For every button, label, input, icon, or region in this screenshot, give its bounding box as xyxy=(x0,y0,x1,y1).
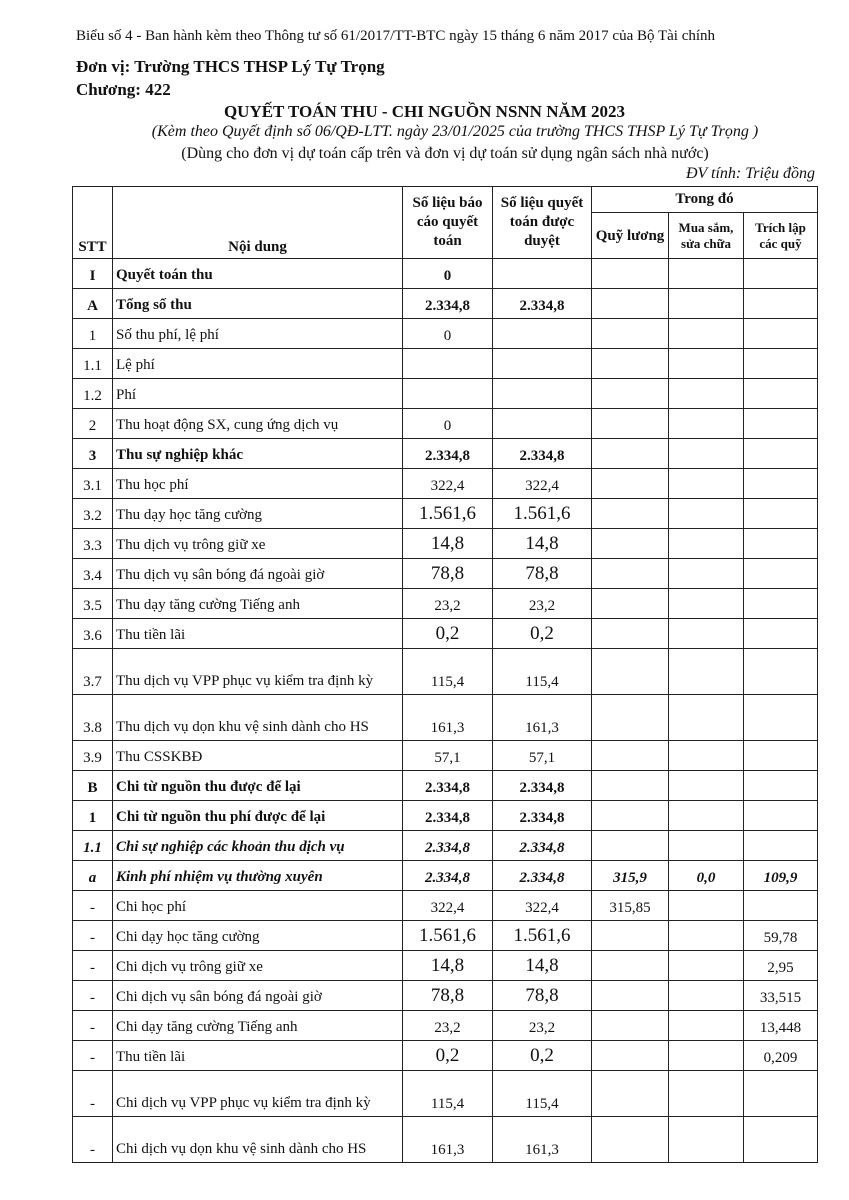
row-content: Kinh phí nhiệm vụ thường xuyên xyxy=(113,861,403,891)
row-funds xyxy=(744,439,818,469)
row-stt: B xyxy=(73,771,113,801)
table-row xyxy=(73,619,818,649)
table-row xyxy=(73,589,818,619)
row-approved xyxy=(493,409,592,439)
row-procurement xyxy=(669,1071,744,1117)
row-approved: 2.334,8 xyxy=(493,861,592,891)
row-content: Thu học phí xyxy=(113,469,403,499)
row-procurement xyxy=(669,559,744,589)
row-stt: - xyxy=(73,1011,113,1041)
table-row xyxy=(73,649,818,695)
row-reported: 2.334,8 xyxy=(403,831,493,861)
row-salary-fund xyxy=(592,619,669,649)
row-funds xyxy=(744,619,818,649)
unit-of-measure: ĐV tính: Triệu đồng xyxy=(685,165,815,182)
header-of-which: Trong đó xyxy=(592,187,818,213)
row-funds xyxy=(744,349,818,379)
table-row xyxy=(73,741,818,771)
row-content: Phí xyxy=(113,379,403,409)
row-stt: 3.4 xyxy=(73,559,113,589)
header-content: Nội dung xyxy=(113,187,403,259)
row-salary-fund xyxy=(592,439,669,469)
row-salary-fund xyxy=(592,469,669,499)
table-row xyxy=(73,981,818,1011)
row-content: Chi dịch vụ sân bóng đá ngoài giờ xyxy=(113,981,403,1011)
row-approved: 161,3 xyxy=(493,695,592,741)
row-reported: 2.334,8 xyxy=(403,801,493,831)
row-approved: 23,2 xyxy=(493,589,592,619)
row-salary-fund xyxy=(592,1071,669,1117)
row-procurement xyxy=(669,259,744,289)
table-row xyxy=(73,695,818,741)
row-content: Thu dạy học tăng cường xyxy=(113,499,403,529)
row-reported: 2.334,8 xyxy=(403,289,493,319)
row-procurement xyxy=(669,319,744,349)
row-procurement xyxy=(669,951,744,981)
row-procurement xyxy=(669,695,744,741)
header-reported: Số liệu báo cáo quyết toán xyxy=(403,187,493,259)
row-procurement: 0,0 xyxy=(669,861,744,891)
row-content: Chi dịch vụ dọn khu vệ sinh dành cho HS xyxy=(113,1117,403,1163)
row-approved: 2.334,8 xyxy=(493,289,592,319)
row-stt: 1.1 xyxy=(73,349,113,379)
row-approved xyxy=(493,349,592,379)
table-row xyxy=(73,469,818,499)
row-stt: - xyxy=(73,1041,113,1071)
row-funds xyxy=(744,409,818,439)
row-reported: 115,4 xyxy=(403,1071,493,1117)
row-reported: 14,8 xyxy=(403,951,493,981)
row-approved: 2.334,8 xyxy=(493,771,592,801)
row-reported: 322,4 xyxy=(403,469,493,499)
row-stt: - xyxy=(73,891,113,921)
table-body xyxy=(73,259,818,1163)
row-content: Thu hoạt động SX, cung ứng dịch vụ xyxy=(113,409,403,439)
row-content: Thu dịch vụ dọn khu vệ sinh dành cho HS xyxy=(113,695,403,741)
row-procurement xyxy=(669,801,744,831)
row-approved: 23,2 xyxy=(493,1011,592,1041)
row-salary-fund: 315,9 xyxy=(592,861,669,891)
row-stt: - xyxy=(73,951,113,981)
row-approved: 0,2 xyxy=(493,1041,592,1071)
row-funds xyxy=(744,379,818,409)
row-salary-fund xyxy=(592,289,669,319)
table-row xyxy=(73,319,818,349)
row-content: Chi dạy tăng cường Tiếng anh xyxy=(113,1011,403,1041)
table-row xyxy=(73,289,818,319)
row-procurement xyxy=(669,741,744,771)
row-salary-fund xyxy=(592,379,669,409)
row-stt: - xyxy=(73,1117,113,1163)
row-content: Thu sự nghiệp khác xyxy=(113,439,403,469)
table-row xyxy=(73,861,818,891)
row-stt: 3.1 xyxy=(73,469,113,499)
row-content: Chi dịch vụ trông giữ xe xyxy=(113,951,403,981)
table-row xyxy=(73,891,818,921)
row-procurement xyxy=(669,379,744,409)
row-stt: 3.5 xyxy=(73,589,113,619)
header-salary-fund: Quỹ lương xyxy=(592,213,669,259)
row-content: Quyết toán thu xyxy=(113,259,403,289)
row-funds: 59,78 xyxy=(744,921,818,951)
row-reported: 1.561,6 xyxy=(403,499,493,529)
row-funds xyxy=(744,559,818,589)
row-reported xyxy=(403,349,493,379)
row-approved: 2.334,8 xyxy=(493,439,592,469)
row-procurement xyxy=(669,349,744,379)
usage-note: (Dùng cho đơn vị dự toán cấp trên và đơn vị dự toán sử dụng ngân sách nhà nước) xyxy=(181,145,709,162)
row-reported: 23,2 xyxy=(403,1011,493,1041)
row-approved: 322,4 xyxy=(493,469,592,499)
row-stt: 3.9 xyxy=(73,741,113,771)
header-stt: STT xyxy=(73,187,113,259)
document-title: QUYẾT TOÁN THU - CHI NGUỒN NSNN NĂM 2023 xyxy=(223,102,626,121)
row-salary-fund xyxy=(592,1011,669,1041)
row-procurement xyxy=(669,499,744,529)
row-procurement xyxy=(669,1117,744,1163)
row-salary-fund xyxy=(592,921,669,951)
row-salary-fund xyxy=(592,349,669,379)
table-row xyxy=(73,1117,818,1163)
row-salary-fund xyxy=(592,771,669,801)
row-procurement xyxy=(669,439,744,469)
row-salary-fund xyxy=(592,831,669,861)
row-reported xyxy=(403,379,493,409)
table-row xyxy=(73,259,818,289)
row-salary-fund: 315,85 xyxy=(592,891,669,921)
row-content: Thu tiền lãi xyxy=(113,619,403,649)
row-salary-fund xyxy=(592,981,669,1011)
row-salary-fund xyxy=(592,529,669,559)
row-reported: 78,8 xyxy=(403,981,493,1011)
form-note: Biểu số 4 - Ban hành kèm theo Thông tư số 61/2017/TT-BTC ngày 15 tháng 6 năm 2017 của Bộ Tài chính xyxy=(76,28,716,44)
row-stt: I xyxy=(73,259,113,289)
row-procurement xyxy=(669,529,744,559)
row-approved: 2.334,8 xyxy=(493,801,592,831)
row-stt: 3.2 xyxy=(73,499,113,529)
row-funds xyxy=(744,589,818,619)
row-procurement xyxy=(669,891,744,921)
table-row xyxy=(73,801,818,831)
settlement-table xyxy=(72,186,818,1163)
row-procurement xyxy=(669,1041,744,1071)
row-salary-fund xyxy=(592,589,669,619)
header-procurement: Mua sắm, sửa chữa xyxy=(669,213,744,259)
row-funds: 0,209 xyxy=(744,1041,818,1071)
table-row xyxy=(73,529,818,559)
row-funds xyxy=(744,469,818,499)
row-content: Chi từ nguồn thu phí được để lại xyxy=(113,801,403,831)
row-content: Thu dịch vụ sân bóng đá ngoài giờ xyxy=(113,559,403,589)
row-approved: 78,8 xyxy=(493,559,592,589)
row-approved xyxy=(493,319,592,349)
row-approved: 115,4 xyxy=(493,1071,592,1117)
row-reported: 2.334,8 xyxy=(403,861,493,891)
row-stt: 3.6 xyxy=(73,619,113,649)
row-stt: 1 xyxy=(73,319,113,349)
row-approved: 115,4 xyxy=(493,649,592,695)
row-funds xyxy=(744,831,818,861)
row-approved xyxy=(493,259,592,289)
row-salary-fund xyxy=(592,259,669,289)
row-funds xyxy=(744,529,818,559)
row-approved: 57,1 xyxy=(493,741,592,771)
row-reported: 14,8 xyxy=(403,529,493,559)
row-funds xyxy=(744,695,818,741)
row-reported: 161,3 xyxy=(403,1117,493,1163)
row-content: Chi sự nghiệp các khoản thu dịch vụ xyxy=(113,831,403,861)
row-content: Thu dịch vụ VPP phục vụ kiểm tra định kỳ xyxy=(113,649,403,695)
row-content: Thu tiền lãi xyxy=(113,1041,403,1071)
unit-name: Đơn vị: Trường THCS THSP Lý Tự Trọng xyxy=(76,57,385,76)
row-approved: 322,4 xyxy=(493,891,592,921)
row-approved: 14,8 xyxy=(493,951,592,981)
row-reported: 115,4 xyxy=(403,649,493,695)
row-approved: 1.561,6 xyxy=(493,921,592,951)
row-content: Lệ phí xyxy=(113,349,403,379)
row-salary-fund xyxy=(592,951,669,981)
row-procurement xyxy=(669,619,744,649)
row-funds: 2,95 xyxy=(744,951,818,981)
row-salary-fund xyxy=(592,499,669,529)
row-reported: 57,1 xyxy=(403,741,493,771)
row-stt: 3.3 xyxy=(73,529,113,559)
row-funds xyxy=(744,1071,818,1117)
table-row xyxy=(73,349,818,379)
table-row xyxy=(73,951,818,981)
row-salary-fund xyxy=(592,695,669,741)
table-row xyxy=(73,1041,818,1071)
row-content: Thu dịch vụ trông giữ xe xyxy=(113,529,403,559)
row-content: Chi dạy học tăng cường xyxy=(113,921,403,951)
row-stt: 3 xyxy=(73,439,113,469)
row-funds xyxy=(744,259,818,289)
table-row xyxy=(73,921,818,951)
row-salary-fund xyxy=(592,801,669,831)
row-approved: 0,2 xyxy=(493,619,592,649)
row-content: Chi học phí xyxy=(113,891,403,921)
row-content: Thu dạy tăng cường Tiếng anh xyxy=(113,589,403,619)
chapter: Chương: 422 xyxy=(76,80,171,99)
row-procurement xyxy=(669,771,744,801)
row-procurement xyxy=(669,409,744,439)
table-row xyxy=(73,1071,818,1117)
row-funds xyxy=(744,289,818,319)
row-procurement xyxy=(669,1011,744,1041)
row-reported: 0 xyxy=(403,409,493,439)
row-content: Tổng số thu xyxy=(113,289,403,319)
row-stt: - xyxy=(73,921,113,951)
row-salary-fund xyxy=(592,409,669,439)
row-content: Chi từ nguồn thu được để lại xyxy=(113,771,403,801)
row-approved: 2.334,8 xyxy=(493,831,592,861)
row-reported: 1.561,6 xyxy=(403,921,493,951)
row-approved: 14,8 xyxy=(493,529,592,559)
row-approved: 1.561,6 xyxy=(493,499,592,529)
row-approved: 161,3 xyxy=(493,1117,592,1163)
row-procurement xyxy=(669,469,744,499)
table-row xyxy=(73,499,818,529)
row-stt: 1 xyxy=(73,801,113,831)
row-funds xyxy=(744,649,818,695)
table-row xyxy=(73,439,818,469)
row-reported: 0 xyxy=(403,319,493,349)
header-funds: Trích lập các quỹ xyxy=(744,213,818,259)
row-salary-fund xyxy=(592,1041,669,1071)
row-salary-fund xyxy=(592,319,669,349)
row-stt: 3.8 xyxy=(73,695,113,741)
header-approved: Số liệu quyết toán được duyệt xyxy=(493,187,592,259)
row-reported: 0,2 xyxy=(403,1041,493,1071)
row-reported: 23,2 xyxy=(403,589,493,619)
row-content: Số thu phí, lệ phí xyxy=(113,319,403,349)
document-subtitle: (Kèm theo Quyết định số 06/QĐ-LTT. ngày 23/01/2025 của trường THCS THSP Lý Tự Trọng ) xyxy=(151,123,759,140)
row-procurement xyxy=(669,649,744,695)
row-salary-fund xyxy=(592,649,669,695)
row-content: Thu CSSKBĐ xyxy=(113,741,403,771)
row-funds xyxy=(744,1117,818,1163)
row-stt: 1.1 xyxy=(73,831,113,861)
row-reported: 2.334,8 xyxy=(403,771,493,801)
row-funds xyxy=(744,499,818,529)
table-row xyxy=(73,771,818,801)
row-reported: 322,4 xyxy=(403,891,493,921)
row-salary-fund xyxy=(592,741,669,771)
row-content: Chi dịch vụ VPP phục vụ kiểm tra định kỳ xyxy=(113,1071,403,1117)
row-reported: 0,2 xyxy=(403,619,493,649)
row-approved xyxy=(493,379,592,409)
row-funds xyxy=(744,741,818,771)
table-row xyxy=(73,1011,818,1041)
table-row xyxy=(73,831,818,861)
row-procurement xyxy=(669,981,744,1011)
row-procurement xyxy=(669,589,744,619)
row-funds: 13,448 xyxy=(744,1011,818,1041)
row-funds xyxy=(744,891,818,921)
row-reported: 0 xyxy=(403,259,493,289)
row-procurement xyxy=(669,289,744,319)
row-funds xyxy=(744,319,818,349)
row-funds xyxy=(744,801,818,831)
row-funds: 33,515 xyxy=(744,981,818,1011)
row-stt: - xyxy=(73,1071,113,1117)
row-reported: 78,8 xyxy=(403,559,493,589)
row-approved: 78,8 xyxy=(493,981,592,1011)
row-reported: 2.334,8 xyxy=(403,439,493,469)
row-stt: a xyxy=(73,861,113,891)
row-funds xyxy=(744,771,818,801)
row-procurement xyxy=(669,921,744,951)
row-stt: 3.7 xyxy=(73,649,113,695)
row-stt: 1.2 xyxy=(73,379,113,409)
row-stt: - xyxy=(73,981,113,1011)
row-funds: 109,9 xyxy=(744,861,818,891)
table-row xyxy=(73,559,818,589)
table-row xyxy=(73,379,818,409)
row-salary-fund xyxy=(592,1117,669,1163)
table-row xyxy=(73,409,818,439)
row-stt: 2 xyxy=(73,409,113,439)
row-salary-fund xyxy=(592,559,669,589)
row-procurement xyxy=(669,831,744,861)
row-reported: 161,3 xyxy=(403,695,493,741)
row-stt: A xyxy=(73,289,113,319)
